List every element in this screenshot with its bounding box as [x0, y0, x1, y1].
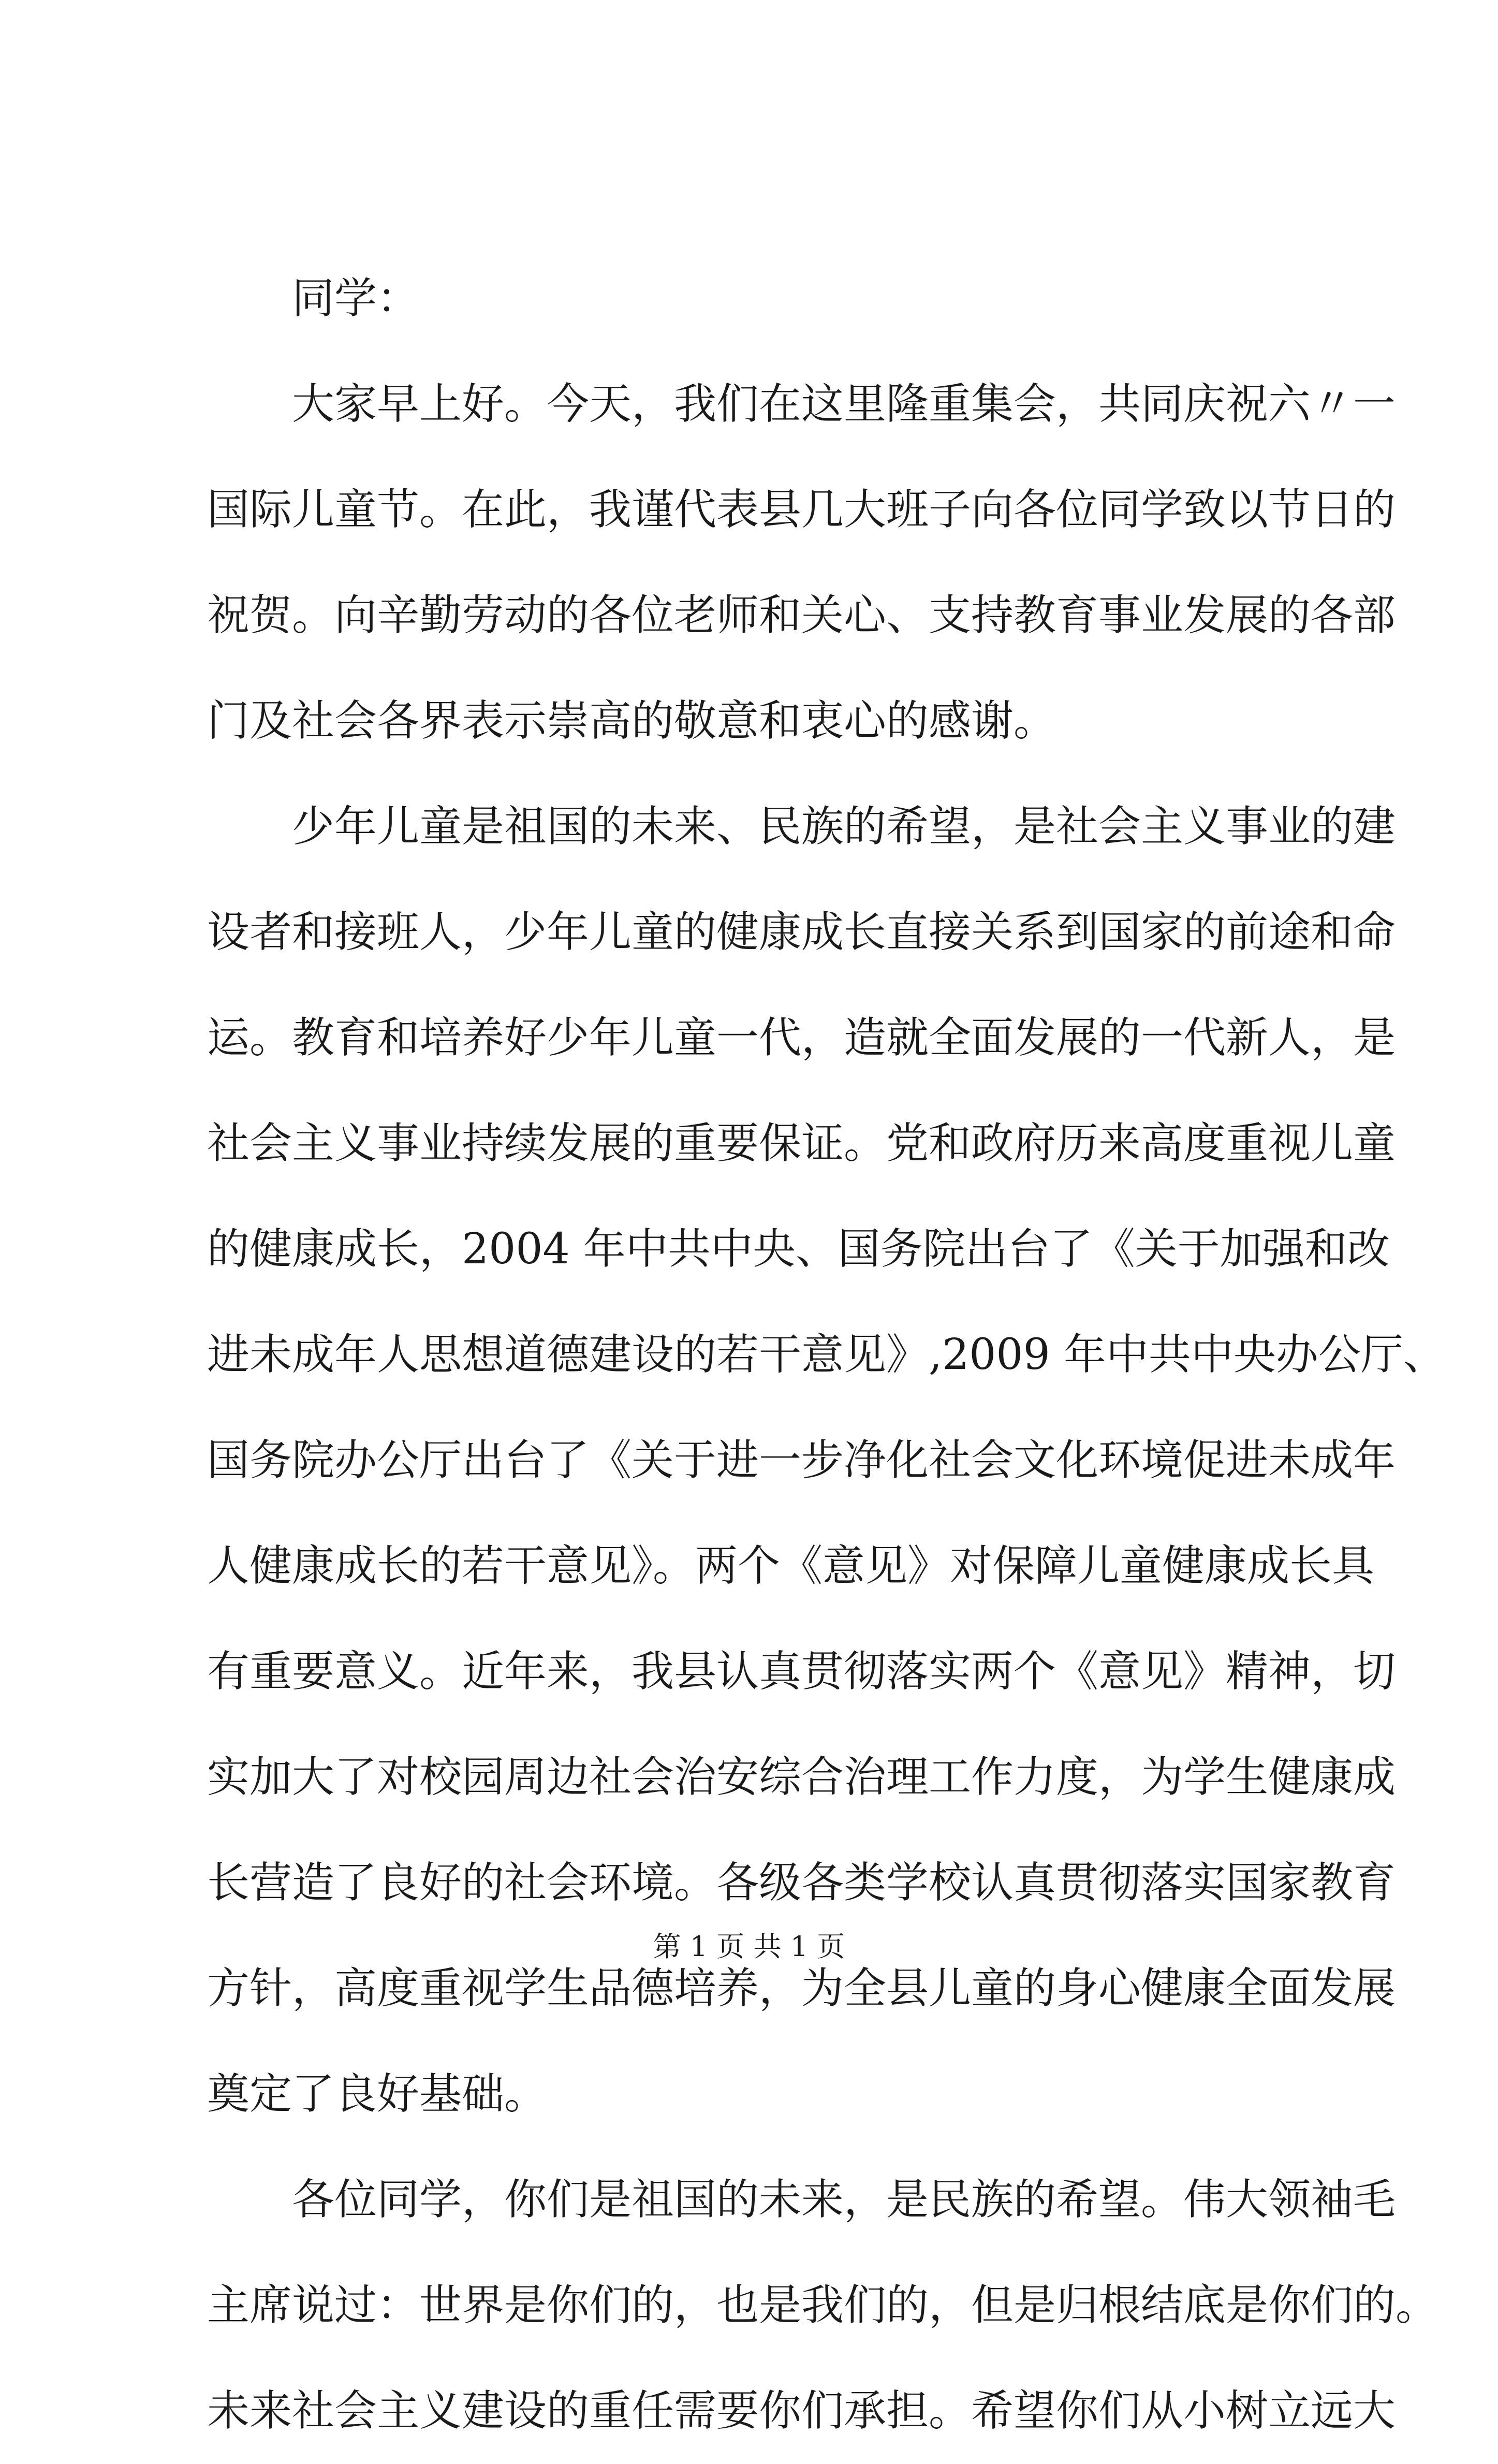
salutation-line: 同学：	[292, 274, 420, 323]
paragraph-3-line-1: 各位同学，你们是祖国的未来，是民族的希望。伟大领袖毛	[292, 2175, 1396, 2224]
paragraph-2-line-12: 方针，高度重视学生品德培养，为全县儿童的身心健康全面发展	[207, 1964, 1396, 2013]
paragraph-2-line-6: 进未成年人思想道德建设的若干意见》,2009 年中共中央办公厅、	[207, 1330, 1446, 1379]
paragraph-2-line-4: 社会主义事业持续发展的重要保证。党和政府历来高度重视儿童	[207, 1119, 1396, 1168]
paragraph-1-line-1: 大家早上好。今天，我们在这里隆重集会，共同庆祝六〃一	[292, 380, 1396, 429]
paragraph-3-line-2: 主席说过：世界是你们的，也是我们的，但是归根结底是你们的。	[207, 2281, 1438, 2330]
paragraph-2-line-7: 国务院办公厅出台了《关于进一步净化社会文化环境促进未成年	[207, 1436, 1396, 1485]
paragraph-2-line-13: 奠定了良好基础。	[207, 2069, 547, 2119]
page-number-footer: 第 1 页 共 1 页	[653, 1930, 845, 1963]
paragraph-2-line-9: 有重要意义。近年来，我县认真贯彻落实两个《意见》精神，切	[207, 1647, 1396, 1696]
paragraph-2-line-8: 人健康成长的若干意见》。两个《意见》对保障儿童健康成长具	[207, 1541, 1375, 1591]
paragraph-2-line-3: 运。教育和培养好少年儿童一代，造就全面发展的一代新人，是	[207, 1013, 1396, 1062]
paragraph-2-line-10: 实加大了对校园周边社会治安综合治理工作力度，为学生健康成	[207, 1753, 1396, 1802]
paragraph-2-line-2: 设者和接班人，少年儿童的健康成长直接关系到国家的前途和命	[207, 908, 1396, 957]
paragraph-1-line-3: 祝贺。向辛勤劳动的各位老师和关心、支持教育事业发展的各部	[207, 591, 1396, 640]
paragraph-1-line-2: 国际儿童节。在此，我谨代表县几大班子向各位同学致以节日的	[207, 485, 1396, 534]
paragraph-2-line-5: 的健康成长，2004 年中共中央、国务院出台了《关于加强和改	[207, 1224, 1390, 1274]
paragraph-1-line-4: 门及社会各界表示崇高的敬意和衷心的感谢。	[207, 696, 1056, 746]
paragraph-2-line-1: 少年儿童是祖国的未来、民族的希望，是社会主义事业的建	[292, 802, 1396, 851]
paragraph-2-line-11: 长营造了良好的社会环境。各级各类学校认真贯彻落实国家教育	[207, 1858, 1396, 1907]
document-body	[207, 246, 1446, 2464]
paragraph-3-line-3: 未来社会主义建设的重任需要你们承担。希望你们从小树立远大	[207, 2386, 1396, 2436]
